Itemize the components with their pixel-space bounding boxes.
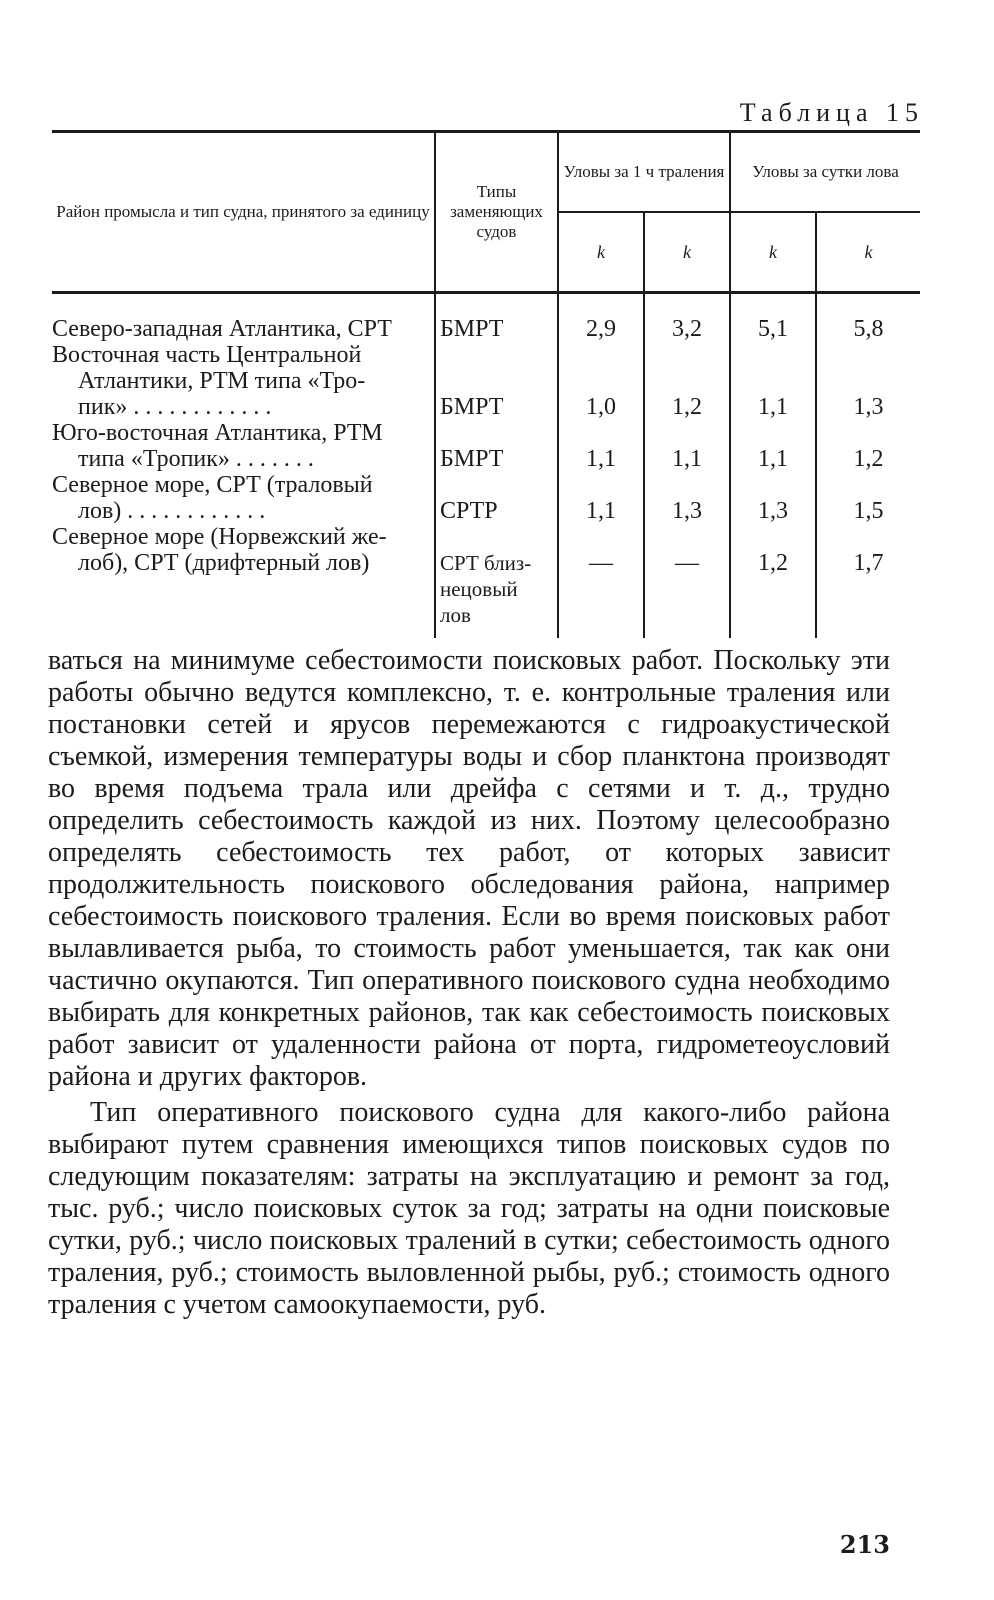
region-text: Северо-западная Атлантика, СРТ	[52, 316, 392, 342]
value-cell: 1,1	[558, 420, 644, 472]
region-text: лоб), СРТ (дрифтерный лов)	[78, 550, 370, 576]
type-cell: СРТ близ-нецовый лов	[435, 524, 558, 638]
value-cell: 1,1	[730, 420, 816, 472]
type-cell: БМРТ	[435, 342, 558, 420]
catch-table	[52, 130, 920, 638]
table-caption: Таблица 15	[739, 98, 924, 127]
region-text: Атлантики, РТМ типа «Тро-	[78, 368, 366, 394]
value-cell: 1,3	[816, 342, 920, 420]
header-catch-per-day: Уловы за сутки лова	[730, 132, 920, 213]
value-cell: 1,3	[730, 472, 816, 524]
value-cell: 1,1	[730, 342, 816, 420]
value-cell: 1,7	[816, 524, 920, 638]
value-cell: 1,5	[816, 472, 920, 524]
table-row	[52, 420, 920, 472]
table-row	[52, 342, 920, 420]
header-k-3: k	[730, 212, 816, 293]
body-text	[48, 645, 890, 1321]
region-cell	[52, 293, 435, 343]
header-k-4: k	[816, 212, 920, 293]
region-text: лов) . . . . . . . . . . . .	[78, 498, 266, 524]
table-row	[52, 293, 920, 343]
type-cell: БМРТ	[435, 420, 558, 472]
value-cell: 2,9	[558, 293, 644, 343]
paragraph: ваться на минимуме себестоимости поисковых работ. Поскольку эти работы обычно ведутся комплексно, т. е. контрольные траления или постановки сетей и ярусов перемежаются с гидроакустической съемкой, измерения температуры воды и сбор планктона производят во время подъема трала или дрейфа с сетями и т. д., трудно определить себестоимость каждой из них. Поэтому целесообразно определять себестоимость тех работ, от которых зависит продолжительность поискового обследования района, например себестоимость поискового траления. Если во время поисковых работ вылавливается рыба, то стоимость работ уменьшается, так как они частично окупаются. Тип оперативного поискового судна необходимо выбирать для конкретных районов, так как себестоимость поисковых работ зависит от удаленности района от порта, гидрометеоусловий района и других факторов.	[48, 645, 890, 1092]
value-cell: 5,1	[730, 293, 816, 343]
value-cell: 1,2	[816, 420, 920, 472]
region-cell	[52, 472, 435, 524]
value-cell: 1,1	[644, 420, 730, 472]
header-k-1: k	[558, 212, 644, 293]
region-cell	[52, 524, 435, 638]
value-cell: 1,0	[558, 342, 644, 420]
region-text: типа «Тропик» . . . . . . .	[78, 446, 314, 472]
value-cell: 1,1	[558, 472, 644, 524]
region-text: пик» . . . . . . . . . . . .	[78, 394, 272, 420]
region-text: Юго-восточная Атлантика, РТМ	[52, 420, 383, 446]
type-cell: СРТР	[435, 472, 558, 524]
page-number: 213	[839, 1530, 890, 1559]
region-text: Северное море, СРТ (траловый	[52, 472, 373, 498]
value-cell: —	[558, 524, 644, 638]
value-cell: 1,2	[730, 524, 816, 638]
region-cell	[52, 420, 435, 472]
value-cell: —	[644, 524, 730, 638]
header-types: Типы заменяющих судов	[435, 132, 558, 293]
header-region: Район промысла и тип судна, принятого за единицу	[52, 132, 435, 293]
value-cell: 3,2	[644, 293, 730, 343]
region-text: Северное море (Норвежский же-	[52, 524, 387, 550]
header-catch-per-hour: Уловы за 1 ч траления	[558, 132, 730, 213]
table-row	[52, 524, 920, 638]
value-cell: 1,2	[644, 342, 730, 420]
region-cell	[52, 342, 435, 420]
paragraph: Тип оперативного поискового судна для какого-либо района выбирают путем сравнения имеющихся типов поисковых судов по следующим показателям: затраты на эксплуатацию и ремонт за год, тыс. руб.; число поисковых суток за год; затраты на одни поисковые сутки, руб.; число поисковых тралений в сутки; себестоимость одного траления, руб.; стоимость выловленной рыбы, руб.; стоимость одного траления с учетом самоокупаемости, руб.	[48, 1097, 890, 1320]
table-row	[52, 472, 920, 524]
region-text: Восточная часть Центральной	[52, 342, 362, 368]
type-cell: БМРТ	[435, 293, 558, 343]
header-k-2: k	[644, 212, 730, 293]
value-cell: 1,3	[644, 472, 730, 524]
value-cell: 5,8	[816, 293, 920, 343]
